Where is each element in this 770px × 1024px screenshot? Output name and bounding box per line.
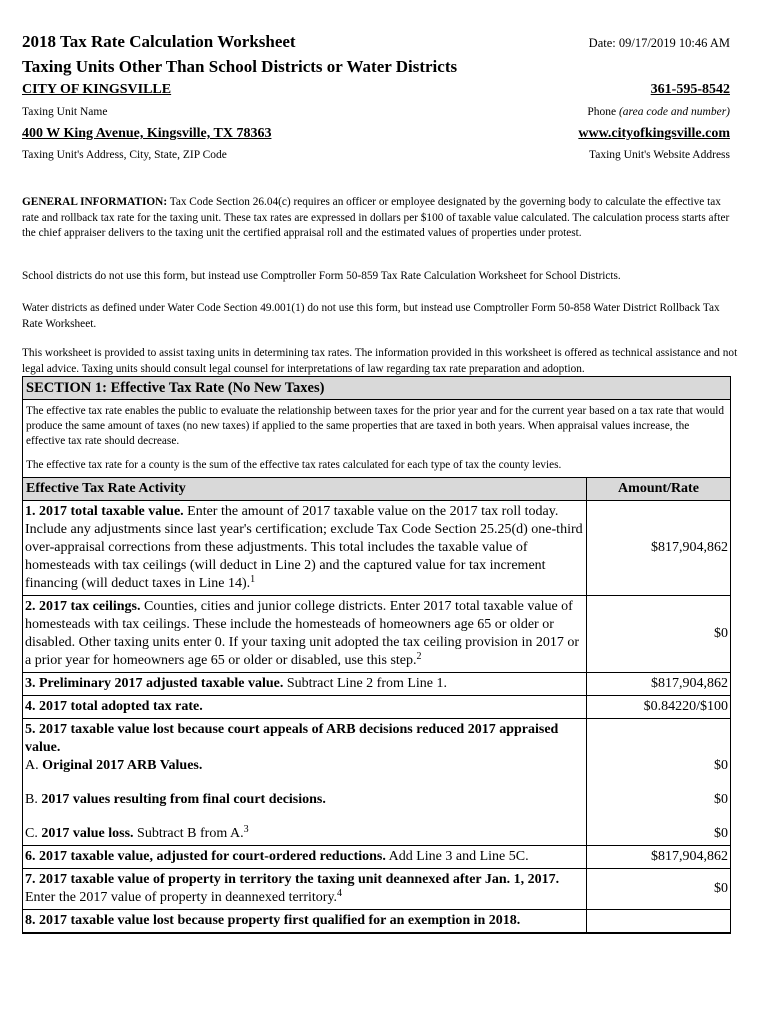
worksheet-subtitle: Taxing Units Other Than School Districts or Water Districts: [22, 57, 458, 76]
table-row: [23, 910, 730, 933]
taxing-unit-phone: 361-595-8542: [650, 82, 730, 97]
taxing-unit-website[interactable]: www.cityofkingsville.com: [578, 126, 730, 141]
line-5b-amount: $0: [587, 775, 731, 811]
table-row: [23, 501, 730, 596]
taxing-unit-name-caption: Taxing Unit Name: [22, 106, 108, 118]
line-4-description: 4. 2017 total adopted tax rate.: [23, 696, 587, 719]
taxing-unit-name: CITY OF KINGSVILLE: [22, 82, 172, 97]
line-6-description: 6. 2017 taxable value, adjusted for court-ordered reductions. Add Line 3 and Line 5C.: [23, 846, 587, 869]
table-row: [23, 596, 730, 673]
table-row: [23, 775, 730, 811]
table-row: [23, 869, 730, 910]
effective-tax-rate-table: [23, 478, 730, 933]
address-caption: Taxing Unit's Address, City, State, ZIP Code: [22, 149, 227, 161]
line-5b-description: B. 2017 values resulting from final court decisions.: [23, 775, 587, 811]
line-8-description: 8. 2017 taxable value lost because property first qualified for an exemption in 2018.: [23, 910, 587, 933]
worksheet-date: Date: 09/17/2019 10:46 AM: [588, 36, 730, 50]
line-7-description: 7. 2017 taxable value of property in territory the taxing unit deannexed after Jan. 1, 2017. Enter the 2017 value of property in deannexed territory.$^4$: [23, 869, 587, 910]
line-2-amount: $0: [587, 596, 731, 673]
section-1-intro: The effective tax rate enables the public to evaluate the relationship between taxes for the prior year and for the current year based on a tax rate that would produce the same amount of taxes (no new taxes) if applied to the same properties that are taxed in both years. When appraisal values increase, the effective tax rate should decrease. The effective tax rate for a county is the sum of the effective tax rates calculated for each type of tax the county levies.: [23, 400, 730, 478]
line-6-amount: $817,904,862: [587, 846, 731, 869]
line-3-description: 3. Preliminary 2017 adjusted taxable value. Subtract Line 2 from Line 1.: [23, 673, 587, 696]
line-1-amount: $817,904,862: [587, 501, 731, 596]
section-1: [22, 376, 731, 934]
line-5-description: 5. 2017 taxable value lost because court appeals of ARB decisions reduced 2017 appraised value. A. Original 2017 ARB Values.: [23, 719, 587, 776]
line-5a-amount: $0: [587, 719, 731, 776]
line-2-description: 2. 2017 tax ceilings. Counties, cities and junior college districts. Enter 2017 total taxable value of homesteads with tax ceilings. These include the homesteads of homeowners age 65 or older or disabled. Other taxing units enter 0. If your taxing unit adopted the tax ceiling provision in 2017 or a prior year for homeowners age 65 or older or disabled, use this step.$^2$: [23, 596, 587, 673]
water-districts-note: Water districts as defined under Water Code Section 49.001(1) do not use this form, but instead use Comptroller Form 50-858 Water District Rollback Tax Rate Worksheet.: [22, 302, 720, 330]
general-information: GENERAL INFORMATION: Tax Code Section 26.04(c) requires an officer or employee designated by the governing body to calculate the effective tax rate and rollback tax rate for the taxing unit. These tax rates are expressed in dollars per $100 of taxable value calculated. The calculation process starts after the chief appraiser delivers to the taxing unit the certified appraisal roll and the estimated values of properties under protest.: [22, 196, 730, 239]
phone-caption: Phone (area code and number): [587, 106, 730, 118]
line-5c-description: C. 2017 value loss. Subtract B from A.$^3$: [23, 811, 587, 846]
section-1-heading: SECTION 1: Effective Tax Rate (No New Taxes): [23, 377, 730, 400]
line-1-description: 1. 2017 total taxable value. Enter the amount of 2017 taxable value on the 2017 tax roll today. Include any adjustments since last year's certification; exclude Tax Code Section 25.25(d) one-third over-appraisal corrections from these adjustments. This total includes the taxable value of homesteads with tax ceilings (will deduct in Line 2) and the captured value for tax increment financing (will deduct taxes in Line 14).$^1$: [23, 501, 587, 596]
line-3-amount: $817,904,862: [587, 673, 731, 696]
line-5c-amount: $0: [587, 811, 731, 846]
general-information-label: GENERAL INFORMATION:: [22, 196, 168, 208]
table-row: [23, 811, 730, 846]
school-districts-note: School districts do not use this form, but instead use Comptroller Form 50-859 Tax Rate Calculation Worksheet for School Districts.: [22, 270, 621, 282]
disclaimer-note: This worksheet is provided to assist taxing units in determining tax rates. The information provided in this worksheet is offered as technical assistance and not legal advice. Taxing units should consult legal counsel for interpretations of law regarding tax rate preparation and adoption.: [22, 347, 738, 375]
table-row: [23, 696, 730, 719]
column-header-activity: Effective Tax Rate Activity: [23, 478, 587, 501]
table-row: [23, 719, 730, 776]
line-8-amount: [587, 910, 731, 933]
table-row: [23, 673, 730, 696]
website-caption: Taxing Unit's Website Address: [589, 149, 730, 161]
column-header-amount: Amount/Rate: [587, 478, 731, 501]
table-header-row: [23, 478, 730, 501]
line-7-amount: $0: [587, 869, 731, 910]
worksheet-title: 2018 Tax Rate Calculation Worksheet: [22, 32, 296, 51]
taxing-unit-address: 400 W King Avenue, Kingsville, TX 78363: [22, 126, 272, 141]
table-row: [23, 846, 730, 869]
line-4-amount: $0.84220/$100: [587, 696, 731, 719]
